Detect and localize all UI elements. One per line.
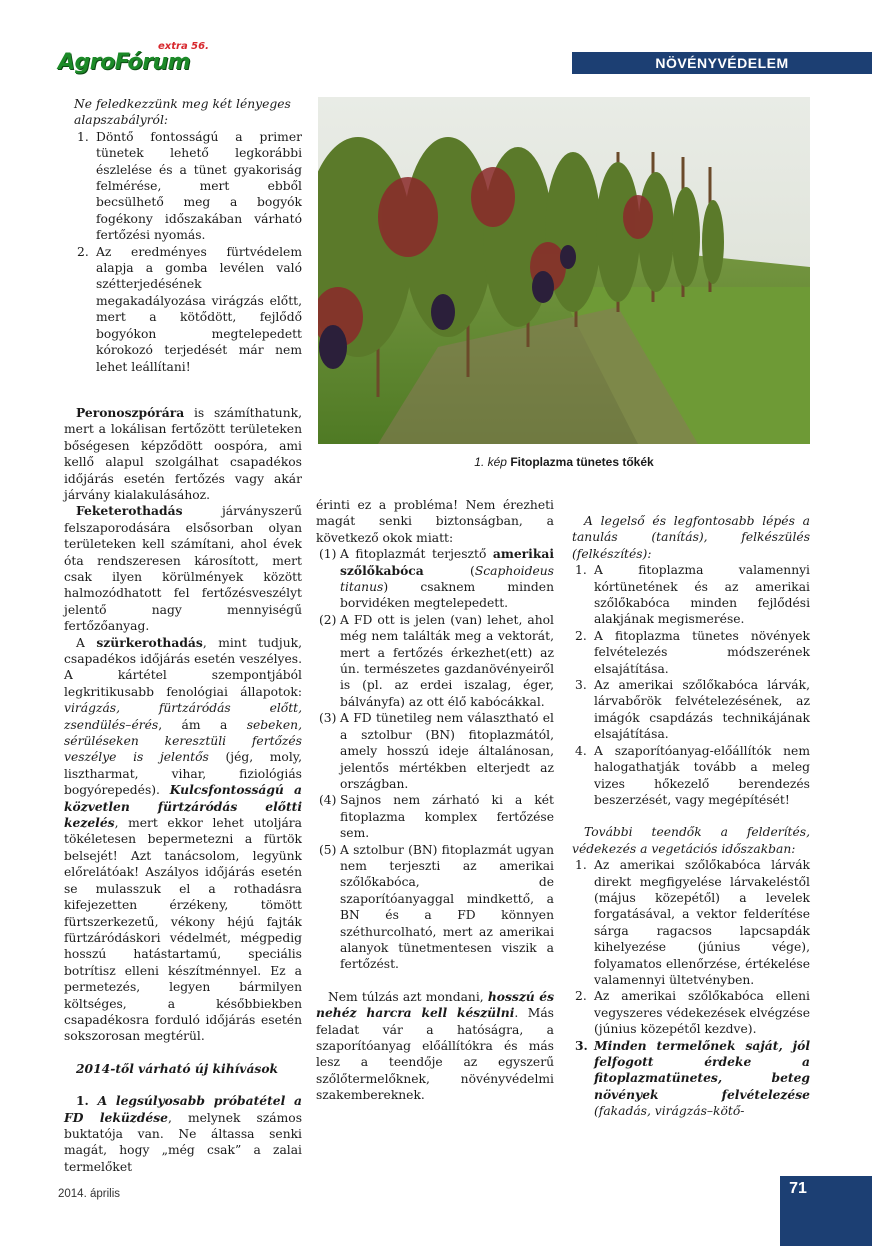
- column-3: [572, 513, 810, 1120]
- list-item: 4. A szaporítóanyag-előállítók nem halogathatják tovább a meleg vizes hőkezelő berendezés beszerzését, vagy megépítését!: [575, 743, 810, 807]
- caption-number: 1. kép: [474, 455, 507, 469]
- magazine-logo: [58, 41, 210, 75]
- rules-box: [64, 96, 302, 375]
- vineyard-photo: [318, 97, 810, 444]
- tasks-intro: További teendők a felderítés, védekezés a vegetációs időszakban:: [572, 825, 810, 856]
- list-item: (5) A sztolbur (BN) fitoplazmát ugyan nem terjeszti az amerikai szőlőkabóca, de szaporítóanyaggal mindkettő, a BN és a FD könnyen széthurcolható, mert az amerikai alanyok tünetmentesen viszik a fertőzést.: [319, 842, 554, 972]
- logo-issue-label: extra 56.: [158, 41, 209, 52]
- photo-caption: [318, 455, 810, 469]
- reasons-list: [316, 546, 554, 973]
- caption-title: Fitoplazma tünetes tőkék: [510, 455, 654, 469]
- page-number: 71: [789, 1180, 807, 1197]
- list-item: 2. A fitoplazma tünetes növények felvételezés módszerének elsajátítása.: [575, 628, 810, 676]
- paragraph-feketerothadas: Feketerothadás járványszerű felszaporodására elsősorban olyan területeken kell számítani, ahol évek óta rendszeresen károsított, mert csak ilyen körülmények között halmozódhatott fel fertőzésveszélyt jelentő nagy mennyiségű fertőzőanyag.: [64, 503, 302, 634]
- list-item: (1) A fitoplazmát terjesztő amerikai szőlőkabóca (Scaphoideus titanus) csaknem minden borvidéken megtelepedett.: [319, 546, 554, 611]
- column-2: [316, 497, 554, 1104]
- paragraph-harc: Nem túlzás azt mondani, hosszú és nehéz harcra kell készülni. Más feladat vár a hatóságra, a szaporítóanyag előállítókra és más lesz a teendője az egyszerű szőlőtermelőknek, növényvédelmi szakembereknek.: [316, 988, 554, 1103]
- rules-list: [74, 129, 302, 375]
- list-item: 2. Az eredményes fürtvédelem alapja a gomba levélen való szétterjedésének megakadályozása virágzás előtt, mert a kötődött, fejlődő bogyókon megtelepedett kórokozó terjedését már nem lehet leállítani!: [77, 244, 302, 374]
- paragraph-fd: 1. A legsúlyosabb próbatétel a FD leküzdése, melynek számos buktatója van. Ne áltassa senki magát, hogy „még csak” a zalai termelőket: [64, 1093, 302, 1174]
- list-item: 1. Az amerikai szőlőkabóca lárvák direkt megfigyelése lárvakeléstől (május közepétől) a levelek forgatásával, a vektor felderítése sárga ragacsos lapcsapdák kihelyezése (június vége), folyamatos ellenőrzése, értékelése valamennyi ültetvényben.: [575, 858, 810, 987]
- column-1: [64, 96, 302, 1175]
- section-header: NÖVÉNYVÉDELEM: [572, 52, 872, 74]
- tasks-list: [572, 857, 810, 1120]
- list-item: 3. Az amerikai szőlőkabóca lárvák, lárvabőrök felvételezésének, az imágók csapdázás technikájának elsajátítása.: [575, 678, 810, 742]
- logo-text: AgroFórum: [58, 50, 191, 75]
- paragraph-intro: érinti ez a probléma! Nem érezheti magát senki biztonságban, a következő okok miatt:: [316, 498, 554, 545]
- list-item: 1. Döntő fontosságú a primer tünetek lehető legkorábbi észlelése és a tünet gyakoriság felmérése, mert ebből becsülhető meg a bogyók fogékony időszakában várható fertőzési nyomás.: [77, 129, 302, 243]
- steps-list: [572, 562, 810, 808]
- paragraph-peronoszpora: Peronoszpórára is számíthatunk, mert a lokálisan fertőzött területeken bőségesen képződött oospóra, ami kellő alapul szolgálhat csapadékos időjárás esetén fertőzés vagy akár járvány kialakulásához.: [64, 404, 302, 502]
- list-item: (4) Sajnos nem zárható ki a két fitoplazma komplex fertőzése sem.: [319, 793, 554, 841]
- paragraph-szurkerothadas: A szürkerothadás, mint tudjuk, csapadékos időjárás esetén veszélyes. A kártétel szempontjából legkritikusabb fenológiai állapotok: virágzás, fürtzáródás előtt, zsendülés–érés, ám a sebeken, sérüléseken keresztüli fertőzés veszélye is jelentős (jég, moly, lisztharmat, vihar, fiziológiás bogyórepedés). Kulcsfontosságú a közvetlen fürtzáródás előtti kezelés, mert ekkor lehet utoljára tökéletesen bepermetezni a fürtök belsejét! Azt tanácsolom, legyünk előrelátóak! Aszályos időjárás esetén se mulasszuk el a rothadásra kifejezetten érzékeny, tömött fürtszerkezetű, vékony héjú fajták fürtzáródáskori védelmét, mégpedig hosszú hatástartamú, speciális botrítisz elleni készítménnyel. Ez a permetezés, legyen bármilyen költséges, a későbbiekben csapadékosra forduló időjárás esetén sokszorosan megtérül.: [64, 634, 302, 1044]
- list-item: 1. A fitoplazma valamennyi kórtünetének és az amerikai szőlőkabóca minden fejlődési alakjának megismerése.: [575, 563, 810, 627]
- steps-intro: A legelső és legfontosabb lépés a tanulás (tanítás), felkészülés (felkészítés):: [572, 514, 810, 561]
- section-heading: 2014-től várható új kihívások: [76, 1060, 279, 1076]
- list-item: (2) A FD ott is jelen (van) lehet, ahol még nem találták meg a vektorát, mert a fertőzés érkezhet(ett) az ún. természetes gazdanövényeiről is (pl. az erdei iszalag, éger, bálványfa) az ott élő kabócákkal.: [319, 612, 554, 709]
- list-item: 2. Az amerikai szőlőkabóca elleni vegyszeres védekezések elvégzése (június közepétől kezdve).: [575, 989, 810, 1037]
- list-item: (3) A FD tünetileg nem választható el a sztolbur (BN) fitoplazmától, amely hosszú ideje általánosan, jelentős mértékben elterjedt az országban.: [319, 711, 554, 791]
- issue-date: 2014. április: [58, 1188, 121, 1200]
- rules-intro: Ne feledkezzünk meg két lényeges alapszabályról:: [74, 97, 291, 128]
- list-item: 3. Minden termelőnek saját, jól felfogott érdeke a fitoplazmatünetes, beteg növények felvételezése (fakadás, virágzás–kötő-: [575, 1037, 810, 1119]
